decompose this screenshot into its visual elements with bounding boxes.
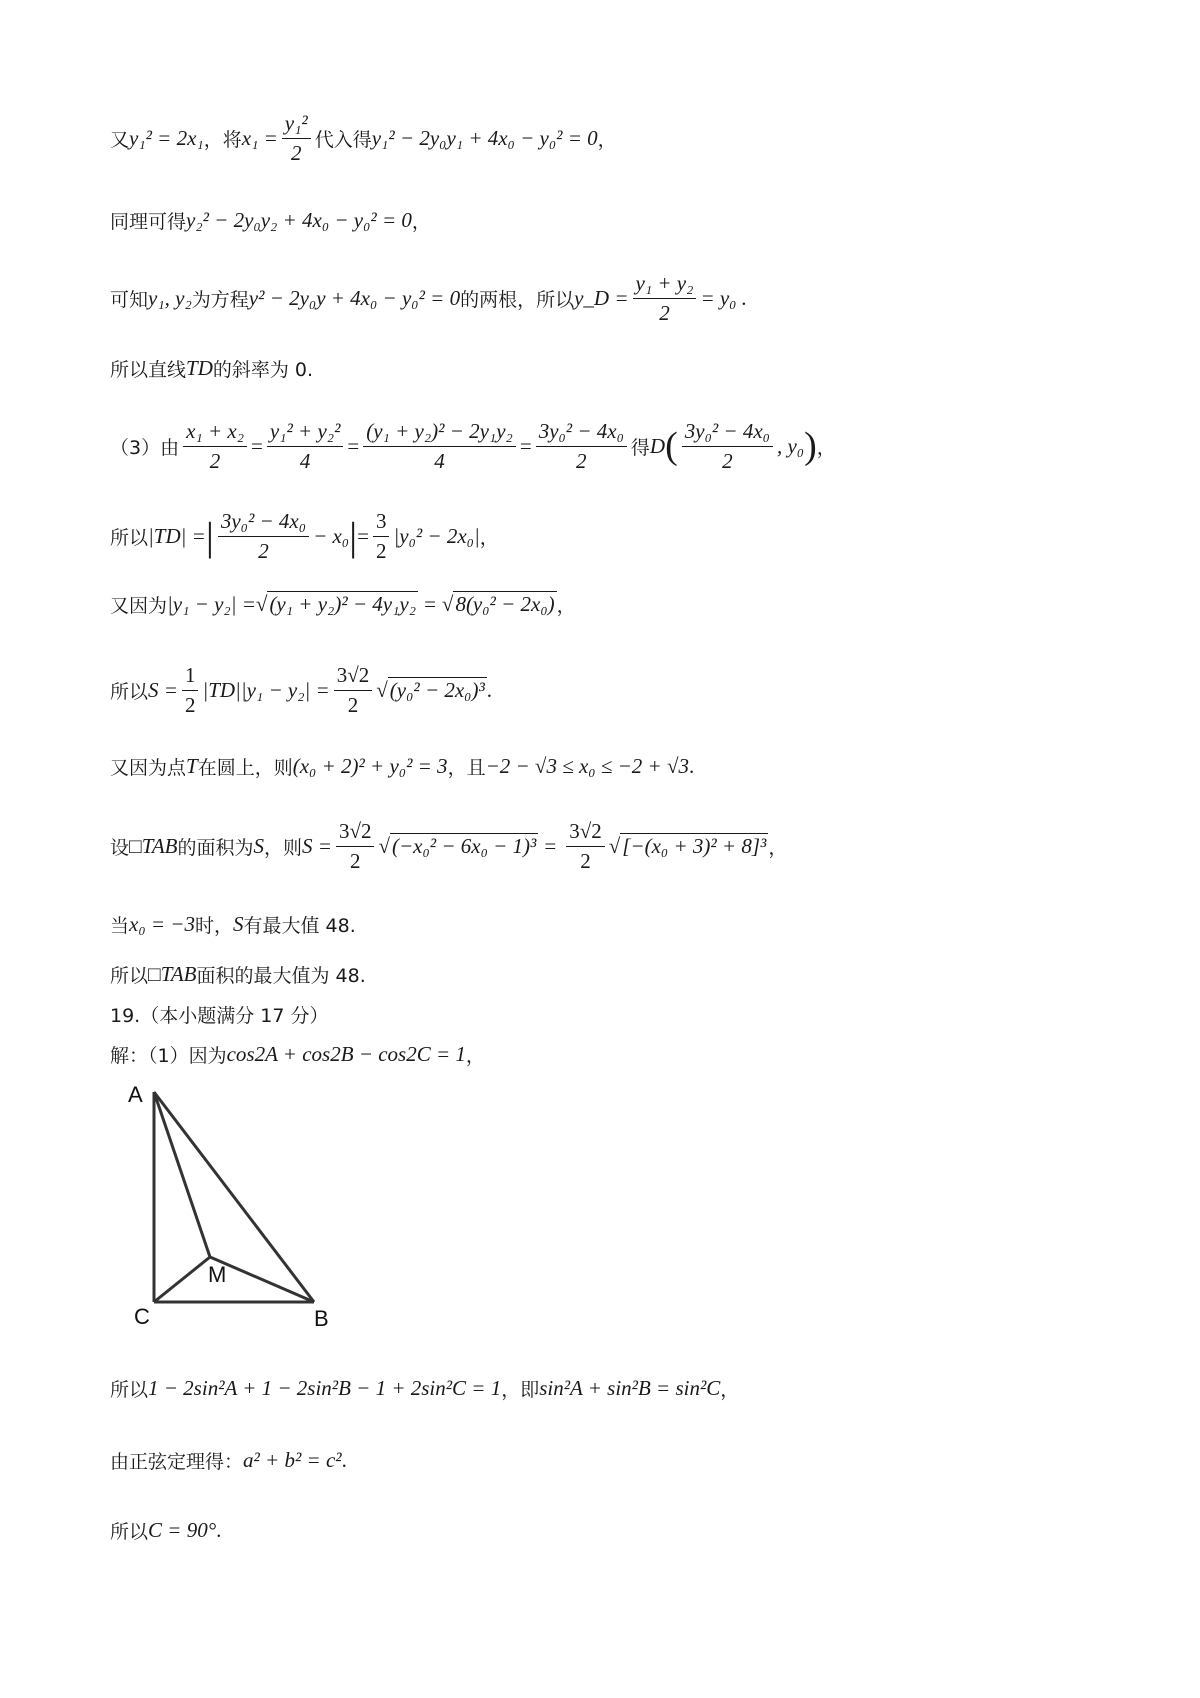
text: 所以 [110,680,149,703]
text: 的面积为 [177,836,254,859]
text: 时， [194,914,233,937]
formula: y₁, y₂ [148,285,192,310]
line-8: 所以 S = $\frac{1}{2}$ |TD||y₁ − y₂| = $\frac{3√2}{2}$ √ (y₀² − 2x₀)³ . [110,662,493,717]
line-12 [110,954,366,994]
formula: −2 − √3 ≤ x₀ ≤ −2 + √3 [485,753,689,778]
denominator: 2 [184,692,196,717]
edge-ab [154,1092,314,1302]
denominator: 4 [299,448,311,473]
denominator: 2 [347,692,359,717]
formula: . [486,677,493,702]
text: ， [597,128,617,151]
triangle-diagram [110,1080,370,1330]
missing-glyph-box: □ [148,961,161,986]
vertex-label-b: B [314,1306,329,1330]
formula: 1 − 2sin²A + 1 − 2sin²B − 1 + 2sin²C = 1 [148,1375,502,1400]
formula: − x₀ [313,523,350,548]
formula: (x₀ + 2)² + y₀² = 3 [292,753,448,778]
text: ， [479,526,499,549]
numerator: y₁ + y₂ [633,271,697,299]
formula: TAB [141,833,178,858]
text: 面积的最大值为 48. [196,964,366,987]
line-5: （3）由 $\frac{\text{x₁ + x₂}}{2}$ = $\frac{\text{y₁² + y₂²}}{4}$ = $\frac{\text{(y₁ + y₂)² − 2y₁y₂}}{4}$ = $\frac{\text{3y₀² − 4x₀}}{2}$ 得 D ( $\frac{\text{3y₀² − 4x₀}}{2}$ , y₀ ) ， [110,418,836,473]
denominator: 2 [580,848,591,873]
fraction [682,419,773,474]
formula: (−x₀² − 6x₀ − 1)³ [392,834,537,858]
fraction [282,111,311,166]
denominator: 2 [291,140,302,165]
text: ，且 [447,756,486,779]
formula: y₁² = 2x₁ [129,125,204,150]
fraction [566,819,605,874]
numerator: 3√2 [336,819,375,847]
denominator: 2 [349,848,361,873]
numerator: (y₁ + y₂)² − 2y₁y₂ [363,419,516,447]
denominator: 4 [434,448,445,473]
text: 由正弦定理得： [110,1450,244,1473]
formula: 8(y₀² − 2x₀) [455,592,555,616]
line-9 [110,746,694,786]
text: 的斜率为 0. [212,358,314,381]
formula: sin²A + sin²B = sin²C [539,1375,721,1400]
line-14 [110,1034,485,1074]
edge-mc [154,1257,210,1302]
formula: = [544,833,557,858]
text: 同理可得 [110,210,187,233]
denominator: 2 [659,300,670,325]
numerator: 3 [373,509,390,537]
text: ， [720,1378,740,1401]
line-2 [110,200,431,240]
formula: |TD||y₁ − y₂| = [202,677,330,702]
fraction [536,419,627,474]
text: 有最大值 48. [243,914,356,937]
text: 又因为 [110,594,168,617]
fraction [183,419,247,474]
missing-glyph-box: □ [129,833,142,858]
formula: . [689,753,695,778]
text: ， [556,594,576,617]
text: ， [768,836,788,859]
line-15 [110,1368,739,1408]
denominator: 2 [209,448,221,473]
denominator: 2 [258,538,269,563]
formula: = y₀ . [700,285,747,310]
numerator: x₁ + x₂ [183,419,247,447]
fraction [334,663,373,718]
line-10: 设 □ TAB 的面积为 S ，则 S = $\frac{3√2}{2}$ √ (−x₀² − 6x₀ − 1)³ = $\frac{3√2}{2}$ √ [−(x₀ + 3)² + 8]³ ， [110,818,788,873]
denominator: 2 [375,538,387,563]
vertex-label-a: A [128,1082,143,1107]
formula: . [216,1517,222,1542]
formula: (y₀² − 2x₀)³ [389,678,485,702]
formula: y² − 2y₀y + 4x₀ − y₀² = 0 [248,285,461,310]
line-1 [110,110,617,165]
formula: |y₀² − 2x₀| [393,523,480,548]
edge-am [154,1092,210,1257]
formula: = [424,591,436,616]
fraction [218,509,309,564]
text: ，即 [501,1378,540,1401]
fraction [336,819,375,874]
formula: S [233,911,244,936]
formula: S [253,833,264,858]
text: 为方程 [191,288,249,311]
numerator: 3√2 [334,663,373,691]
fraction [182,663,199,718]
vertex-label-c: C [134,1304,150,1329]
text: 得 [630,436,650,459]
formula: [−(x₀ + 3)² + 8]³ [622,834,767,858]
text: 所以直线 [110,358,187,381]
text: 所以 [110,526,149,549]
formula: S = [302,833,332,858]
formula: |y₁ − y₂| = [167,591,256,616]
text: （3）由 [110,436,180,459]
formula: T [186,753,198,778]
text: 当 [110,914,130,937]
text: 所以 [110,1378,149,1401]
line-7: 又因为 |y₁ − y₂| = √ (y₁ + y₂)² − 4y₁y₂ = √ 8(y₀² − 2x₀) ， [110,591,576,617]
fraction [633,271,697,326]
formula: x₁ = [241,125,278,150]
denominator: 2 [576,448,587,473]
numerator: y₁² [282,111,311,139]
line-3 [110,270,747,325]
text: 代入得 [314,128,372,151]
formula: S = [148,677,178,702]
text: ， [465,1044,485,1067]
line-13 [110,994,328,1034]
numerator: 3√2 [566,819,605,847]
vertex-label-m: M [208,1262,227,1287]
formula: |TD| = [148,523,206,548]
text: 又因为点 [110,756,187,779]
fraction [373,509,390,564]
numerator: 1 [182,663,199,691]
text: 所以 [110,964,149,987]
text: 解：（1）因为 [110,1044,227,1067]
fraction [267,419,344,474]
formula: TD [186,355,213,380]
numerator: 3y₀² − 4x₀ [682,419,773,447]
formula: (y₁ + y₂)² − 4y₁y₂ [269,592,417,616]
numerator: 3y₀² − 4x₀ [218,509,309,537]
formula: cos2A + cos2B − cos2C = 1 [226,1041,466,1066]
text: 的两根，所以 [460,288,575,311]
line-6: 所以 |TD| = | $\frac{\text{3y₀² − 4x₀}}{2}$ − x₀ | = $\frac{3}{2}$ |y₀² − 2x₀| ， [110,508,499,563]
text: ， [816,436,836,459]
denominator: 2 [722,448,733,473]
line-16 [110,1440,347,1480]
formula: = [357,523,369,548]
text: 又 [110,128,130,151]
section-heading: 19.（本小题满分 17 分） [110,1004,329,1027]
text: 可知 [110,288,149,311]
text: ，则 [264,836,303,859]
formula: y₂² − 2y₀y₂ + 4x₀ − y₀² = 0 [186,207,412,232]
numerator: y₁² + y₂² [267,419,344,447]
formula: y₁² − 2y₀y₁ + 4x₀ − y₀² = 0 [371,125,598,150]
formula: C = 90° [148,1517,217,1542]
text: 所以 [110,1520,149,1543]
text: 设 [110,836,130,859]
fraction [363,419,516,474]
formula: a² + b² = c² [243,1447,342,1472]
text: 在圆上，则 [197,756,293,779]
formula: D [649,433,666,458]
formula: . [341,1447,347,1472]
line-17 [110,1510,221,1550]
numerator: 3y₀² − 4x₀ [536,419,627,447]
line-11 [110,904,356,944]
formula: x₀ = −3 [129,911,195,936]
formula: TAB [160,961,197,986]
line-4 [110,348,313,388]
text: ， [411,210,431,233]
text: ，将 [203,128,242,151]
formula: y_D = [574,285,629,310]
